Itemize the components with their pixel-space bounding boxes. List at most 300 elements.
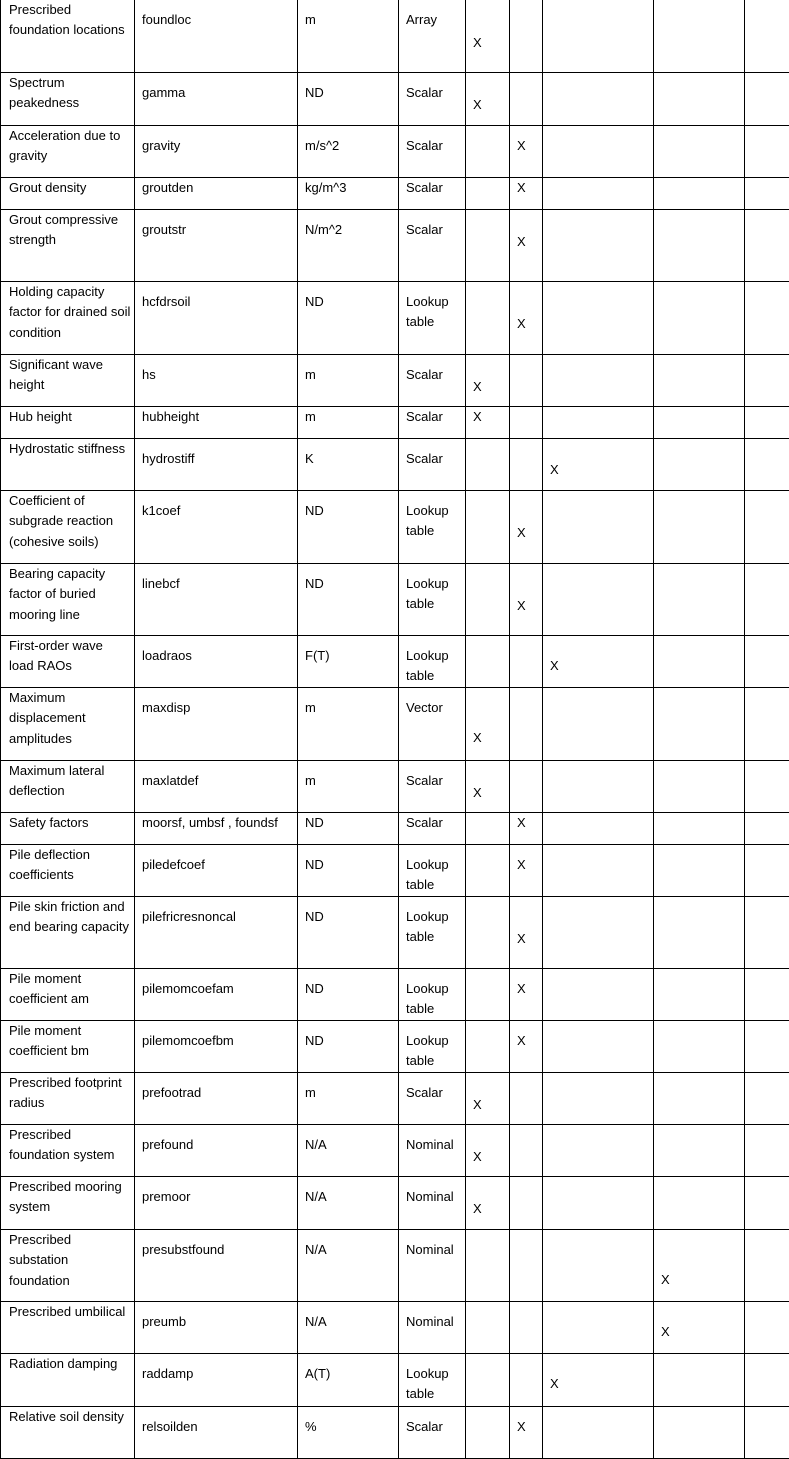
data-type-cell xyxy=(399,126,466,178)
variable-cell-text: pilefricresnoncal xyxy=(135,897,297,927)
variable-cell-text: gamma xyxy=(135,73,297,103)
table-row xyxy=(1,355,789,407)
data-type-cell xyxy=(399,282,466,355)
data-type-cell-text: Array xyxy=(399,0,465,30)
mark-cell-2 xyxy=(510,0,543,73)
parameter-name-cell-text: First-order wave load RAOs xyxy=(1,636,134,677)
unit-cell-text: N/A xyxy=(298,1302,398,1332)
mark-cell-4 xyxy=(654,439,745,491)
mark-cell-3 xyxy=(543,1177,654,1230)
table-row xyxy=(1,688,789,761)
table-row xyxy=(1,761,789,813)
table-row xyxy=(1,0,789,73)
unit-cell xyxy=(298,636,399,688)
parameter-name-cell-text: Relative soil density xyxy=(1,1407,134,1427)
mark-cell-4 xyxy=(654,126,745,178)
mark-cell-3 xyxy=(543,688,654,761)
unit-cell xyxy=(298,0,399,73)
mark-cell-1 xyxy=(466,564,510,636)
data-type-cell-text: Scalar xyxy=(399,407,465,427)
variable-cell xyxy=(135,1302,298,1354)
parameter-name-cell xyxy=(1,1407,135,1459)
mark-cell-4 xyxy=(654,761,745,813)
table-row xyxy=(1,1073,789,1125)
parameter-name-cell-text: Spectrum peakedness xyxy=(1,73,134,114)
mark-cell-3 xyxy=(543,355,654,407)
mark-cell-3 xyxy=(543,178,654,210)
mark-cell-1 xyxy=(466,688,510,761)
unit-cell xyxy=(298,439,399,491)
mark-cell-1 xyxy=(466,1407,510,1459)
parameter-name-cell-text: Hydrostatic stiffness xyxy=(1,439,134,459)
data-type-cell xyxy=(399,407,466,439)
mark-cell-2-text: X xyxy=(510,282,542,334)
parameter-name-cell xyxy=(1,897,135,969)
parameter-name-cell-text: Bearing capacity factor of buried mooring line xyxy=(1,564,134,625)
unit-cell-text: K xyxy=(298,439,398,469)
mark-cell-4 xyxy=(654,282,745,355)
mark-cell-1 xyxy=(466,355,510,407)
unit-cell-text: ND xyxy=(298,845,398,875)
parameter-name-cell xyxy=(1,407,135,439)
mark-cell-4 xyxy=(654,210,745,282)
data-type-cell xyxy=(399,178,466,210)
data-type-cell xyxy=(399,636,466,688)
parameter-name-cell-text: Prescribed foundation system xyxy=(1,1125,134,1166)
variable-cell-text: gravity xyxy=(135,126,297,156)
variable-cell xyxy=(135,1073,298,1125)
mark-cell-5 xyxy=(745,897,789,969)
table-row xyxy=(1,210,789,282)
mark-cell-1 xyxy=(466,73,510,126)
variable-cell-text: maxlatdef xyxy=(135,761,297,791)
mark-cell-2 xyxy=(510,1073,543,1125)
mark-cell-4 xyxy=(654,491,745,564)
table-row xyxy=(1,439,789,491)
mark-cell-1-text: X xyxy=(466,1177,509,1219)
mark-cell-1-text: X xyxy=(466,1073,509,1115)
variable-cell xyxy=(135,439,298,491)
unit-cell xyxy=(298,564,399,636)
mark-cell-3 xyxy=(543,1302,654,1354)
data-type-cell-text: Scalar xyxy=(399,439,465,469)
unit-cell-text: ND xyxy=(298,897,398,927)
unit-cell xyxy=(298,73,399,126)
unit-cell xyxy=(298,813,399,845)
unit-cell-text: N/A xyxy=(298,1177,398,1207)
variable-cell xyxy=(135,282,298,355)
mark-cell-2 xyxy=(510,210,543,282)
mark-cell-3 xyxy=(543,1354,654,1407)
unit-cell-text: % xyxy=(298,1407,398,1437)
parameter-name-cell xyxy=(1,845,135,897)
mark-cell-3 xyxy=(543,969,654,1021)
unit-cell-text: ND xyxy=(298,73,398,103)
parameter-name-cell xyxy=(1,636,135,688)
data-type-cell xyxy=(399,1177,466,1230)
mark-cell-5 xyxy=(745,1407,789,1459)
parameter-name-cell-text: Safety factors xyxy=(1,813,134,833)
unit-cell-text: ND xyxy=(298,282,398,312)
data-type-cell xyxy=(399,1021,466,1073)
mark-cell-3 xyxy=(543,813,654,845)
parameter-name-cell xyxy=(1,969,135,1021)
mark-cell-2-text: X xyxy=(510,178,542,198)
mark-cell-2-text: X xyxy=(510,897,542,949)
variable-cell-text: hs xyxy=(135,355,297,385)
mark-cell-4 xyxy=(654,178,745,210)
data-type-cell-text: Nominal xyxy=(399,1230,465,1260)
mark-cell-1 xyxy=(466,439,510,491)
data-type-cell xyxy=(399,439,466,491)
parameter-name-cell xyxy=(1,0,135,73)
mark-cell-5 xyxy=(745,1125,789,1177)
mark-cell-5 xyxy=(745,355,789,407)
mark-cell-1 xyxy=(466,636,510,688)
variable-cell xyxy=(135,73,298,126)
unit-cell-text: N/A xyxy=(298,1230,398,1260)
unit-cell xyxy=(298,178,399,210)
mark-cell-2-text: X xyxy=(510,1407,542,1437)
unit-cell xyxy=(298,845,399,897)
mark-cell-1-text: X xyxy=(466,355,509,397)
data-type-cell xyxy=(399,1302,466,1354)
unit-cell-text: ND xyxy=(298,813,398,833)
mark-cell-1 xyxy=(466,491,510,564)
table-row xyxy=(1,897,789,969)
mark-cell-1-text: X xyxy=(466,73,509,115)
unit-cell-text: m/s^2 xyxy=(298,126,398,156)
data-type-cell-text: Nominal xyxy=(399,1302,465,1332)
unit-cell-text: m xyxy=(298,0,398,30)
data-type-cell-text: Vector xyxy=(399,688,465,718)
mark-cell-4 xyxy=(654,73,745,126)
variable-cell-text: loadraos xyxy=(135,636,297,666)
unit-cell-text: m xyxy=(298,355,398,385)
variable-cell xyxy=(135,688,298,761)
unit-cell xyxy=(298,491,399,564)
mark-cell-3 xyxy=(543,897,654,969)
mark-cell-2-text: X xyxy=(510,845,542,875)
variable-cell xyxy=(135,1230,298,1302)
data-type-cell-text: Lookup table xyxy=(399,845,465,896)
mark-cell-4-text: X xyxy=(654,1230,744,1290)
unit-cell-text: N/m^2 xyxy=(298,210,398,240)
data-type-cell xyxy=(399,845,466,897)
mark-cell-2 xyxy=(510,1230,543,1302)
unit-cell xyxy=(298,282,399,355)
data-type-cell-text: Lookup table xyxy=(399,1021,465,1072)
data-type-cell-text: Scalar xyxy=(399,355,465,385)
data-type-cell xyxy=(399,491,466,564)
parameter-name-cell-text: Pile moment coefficient am xyxy=(1,969,134,1010)
data-type-cell xyxy=(399,761,466,813)
variable-cell-text: raddamp xyxy=(135,1354,297,1384)
variable-cell xyxy=(135,210,298,282)
mark-cell-2-text: X xyxy=(510,126,542,156)
mark-cell-2-text: X xyxy=(510,210,542,252)
mark-cell-1 xyxy=(466,845,510,897)
parameter-name-cell-text: Grout compressive strength xyxy=(1,210,134,251)
unit-cell-text: m xyxy=(298,407,398,427)
mark-cell-4-text: X xyxy=(654,1302,744,1342)
variable-cell xyxy=(135,761,298,813)
table-row xyxy=(1,1354,789,1407)
parameter-name-cell xyxy=(1,439,135,491)
mark-cell-2-text: X xyxy=(510,564,542,616)
mark-cell-3 xyxy=(543,1073,654,1125)
mark-cell-1 xyxy=(466,0,510,73)
table-row xyxy=(1,1302,789,1354)
parameter-name-cell-text: Prescribed mooring system xyxy=(1,1177,134,1218)
parameter-name-cell-text: Holding capacity factor for drained soil condition xyxy=(1,282,134,343)
mark-cell-4 xyxy=(654,636,745,688)
variable-cell xyxy=(135,969,298,1021)
parameter-name-cell xyxy=(1,355,135,407)
mark-cell-5 xyxy=(745,1230,789,1302)
parameter-name-cell-text: Pile moment coefficient bm xyxy=(1,1021,134,1062)
parameter-name-cell-text: Radiation damping xyxy=(1,1354,134,1374)
variable-cell xyxy=(135,1177,298,1230)
parameter-name-cell xyxy=(1,491,135,564)
unit-cell xyxy=(298,1021,399,1073)
mark-cell-3 xyxy=(543,636,654,688)
mark-cell-4 xyxy=(654,1125,745,1177)
mark-cell-1 xyxy=(466,1230,510,1302)
mark-cell-5 xyxy=(745,1177,789,1230)
table-row xyxy=(1,126,789,178)
variable-cell-text: presubstfound xyxy=(135,1230,297,1260)
data-type-cell xyxy=(399,564,466,636)
mark-cell-5 xyxy=(745,126,789,178)
mark-cell-5 xyxy=(745,688,789,761)
mark-cell-3 xyxy=(543,0,654,73)
unit-cell xyxy=(298,407,399,439)
table-row xyxy=(1,73,789,126)
variable-cell xyxy=(135,491,298,564)
unit-cell-text: N/A xyxy=(298,1125,398,1155)
mark-cell-5 xyxy=(745,845,789,897)
mark-cell-2 xyxy=(510,969,543,1021)
unit-cell xyxy=(298,1177,399,1230)
mark-cell-4 xyxy=(654,813,745,845)
parameter-name-cell xyxy=(1,178,135,210)
variable-cell-text: premoor xyxy=(135,1177,297,1207)
mark-cell-2 xyxy=(510,439,543,491)
mark-cell-1-text: X xyxy=(466,1125,509,1167)
data-type-cell-text: Scalar xyxy=(399,1073,465,1103)
mark-cell-4 xyxy=(654,355,745,407)
mark-cell-2 xyxy=(510,564,543,636)
parameter-name-cell xyxy=(1,813,135,845)
mark-cell-1 xyxy=(466,1302,510,1354)
mark-cell-2 xyxy=(510,73,543,126)
variable-cell-text: hydrostiff xyxy=(135,439,297,469)
mark-cell-2 xyxy=(510,761,543,813)
mark-cell-2 xyxy=(510,845,543,897)
data-type-cell-text: Scalar xyxy=(399,210,465,240)
data-type-cell-text: Scalar xyxy=(399,761,465,791)
unit-cell xyxy=(298,1302,399,1354)
unit-cell-text: F(T) xyxy=(298,636,398,666)
mark-cell-4 xyxy=(654,1177,745,1230)
data-type-cell xyxy=(399,1073,466,1125)
mark-cell-1 xyxy=(466,1354,510,1407)
variable-cell-text: preumb xyxy=(135,1302,297,1332)
mark-cell-4 xyxy=(654,688,745,761)
mark-cell-3 xyxy=(543,407,654,439)
parameter-name-cell-text: Maximum displacement amplitudes xyxy=(1,688,134,749)
unit-cell-text: ND xyxy=(298,969,398,999)
mark-cell-2 xyxy=(510,1354,543,1407)
mark-cell-2 xyxy=(510,407,543,439)
data-type-cell-text: Scalar xyxy=(399,813,465,833)
table-row xyxy=(1,491,789,564)
mark-cell-3 xyxy=(543,1125,654,1177)
unit-cell xyxy=(298,1125,399,1177)
mark-cell-3 xyxy=(543,1021,654,1073)
mark-cell-3 xyxy=(543,282,654,355)
parameter-name-cell xyxy=(1,564,135,636)
variable-cell-text: foundloc xyxy=(135,0,297,30)
mark-cell-2-text: X xyxy=(510,969,542,999)
variable-cell-text: relsoilden xyxy=(135,1407,297,1437)
variable-cell-text: pilemomcoefam xyxy=(135,969,297,999)
mark-cell-2-text: X xyxy=(510,813,542,833)
unit-cell-text: kg/m^3 xyxy=(298,178,398,198)
mark-cell-4 xyxy=(654,0,745,73)
mark-cell-2-text: X xyxy=(510,491,542,543)
data-type-cell xyxy=(399,0,466,73)
mark-cell-2 xyxy=(510,126,543,178)
data-type-cell-text: Lookup table xyxy=(399,491,465,542)
unit-cell-text: m xyxy=(298,761,398,791)
mark-cell-5 xyxy=(745,0,789,73)
data-type-cell xyxy=(399,969,466,1021)
unit-cell xyxy=(298,210,399,282)
mark-cell-5 xyxy=(745,564,789,636)
variable-cell xyxy=(135,1021,298,1073)
mark-cell-3 xyxy=(543,73,654,126)
mark-cell-5 xyxy=(745,491,789,564)
mark-cell-1 xyxy=(466,813,510,845)
mark-cell-4 xyxy=(654,969,745,1021)
mark-cell-4 xyxy=(654,1302,745,1354)
table-body xyxy=(1,0,789,1459)
mark-cell-2 xyxy=(510,1407,543,1459)
data-type-cell-text: Lookup table xyxy=(399,282,465,333)
variable-cell-text: moorsf, umbsf , foundsf xyxy=(135,813,297,833)
variable-cell-text: maxdisp xyxy=(135,688,297,718)
table-row xyxy=(1,407,789,439)
mark-cell-1 xyxy=(466,1021,510,1073)
parameter-name-cell xyxy=(1,1021,135,1073)
mark-cell-2 xyxy=(510,491,543,564)
mark-cell-2 xyxy=(510,355,543,407)
variable-cell xyxy=(135,564,298,636)
mark-cell-1-text: X xyxy=(466,407,509,427)
variable-cell-text: pilemomcoefbm xyxy=(135,1021,297,1051)
parameter-name-cell-text: Maximum lateral deflection xyxy=(1,761,134,802)
parameter-name-cell xyxy=(1,1230,135,1302)
table-row xyxy=(1,1230,789,1302)
mark-cell-1-text: X xyxy=(466,0,509,53)
parameter-name-cell-text: Hub height xyxy=(1,407,134,427)
data-type-cell xyxy=(399,355,466,407)
data-type-cell-text: Lookup table xyxy=(399,636,465,687)
mark-cell-4 xyxy=(654,1230,745,1302)
mark-cell-1 xyxy=(466,1177,510,1230)
mark-cell-3 xyxy=(543,564,654,636)
table-row xyxy=(1,1125,789,1177)
mark-cell-5 xyxy=(745,636,789,688)
variable-cell xyxy=(135,1407,298,1459)
parameter-name-cell-text: Significant wave height xyxy=(1,355,134,396)
mark-cell-2 xyxy=(510,813,543,845)
mark-cell-2 xyxy=(510,688,543,761)
mark-cell-3-text: X xyxy=(543,636,653,676)
mark-cell-1 xyxy=(466,1073,510,1125)
mark-cell-4 xyxy=(654,1073,745,1125)
mark-cell-5 xyxy=(745,969,789,1021)
mark-cell-2 xyxy=(510,897,543,969)
mark-cell-3 xyxy=(543,491,654,564)
mark-cell-5 xyxy=(745,761,789,813)
mark-cell-2 xyxy=(510,1021,543,1073)
variable-cell xyxy=(135,813,298,845)
parameter-name-cell xyxy=(1,282,135,355)
mark-cell-5 xyxy=(745,813,789,845)
mark-cell-2 xyxy=(510,1302,543,1354)
mark-cell-5 xyxy=(745,73,789,126)
unit-cell xyxy=(298,1230,399,1302)
data-type-cell-text: Scalar xyxy=(399,73,465,103)
parameter-name-cell-text: Coefficient of subgrade reaction (cohesive soils) xyxy=(1,491,134,552)
mark-cell-1 xyxy=(466,126,510,178)
parameter-name-cell xyxy=(1,761,135,813)
parameter-name-cell xyxy=(1,1354,135,1407)
data-type-cell-text: Scalar xyxy=(399,126,465,156)
mark-cell-2 xyxy=(510,178,543,210)
data-type-cell-text: Lookup table xyxy=(399,897,465,948)
table-row xyxy=(1,969,789,1021)
data-type-cell-text: Lookup table xyxy=(399,969,465,1020)
mark-cell-3-text: X xyxy=(543,1354,653,1394)
table-row xyxy=(1,1177,789,1230)
variable-cell xyxy=(135,845,298,897)
data-type-cell xyxy=(399,73,466,126)
variable-cell-text: hcfdrsoil xyxy=(135,282,297,312)
mark-cell-4 xyxy=(654,897,745,969)
mark-cell-5 xyxy=(745,210,789,282)
table-row xyxy=(1,636,789,688)
table-row xyxy=(1,1407,789,1459)
data-type-cell-text: Scalar xyxy=(399,1407,465,1437)
unit-cell xyxy=(298,126,399,178)
unit-cell xyxy=(298,897,399,969)
variable-cell xyxy=(135,636,298,688)
variable-cell-text: prefound xyxy=(135,1125,297,1155)
mark-cell-2 xyxy=(510,1125,543,1177)
mark-cell-5 xyxy=(745,407,789,439)
mark-cell-3 xyxy=(543,439,654,491)
mark-cell-1 xyxy=(466,282,510,355)
unit-cell xyxy=(298,688,399,761)
variable-cell xyxy=(135,407,298,439)
parameter-name-cell xyxy=(1,1302,135,1354)
mark-cell-4 xyxy=(654,1407,745,1459)
mark-cell-1 xyxy=(466,1125,510,1177)
